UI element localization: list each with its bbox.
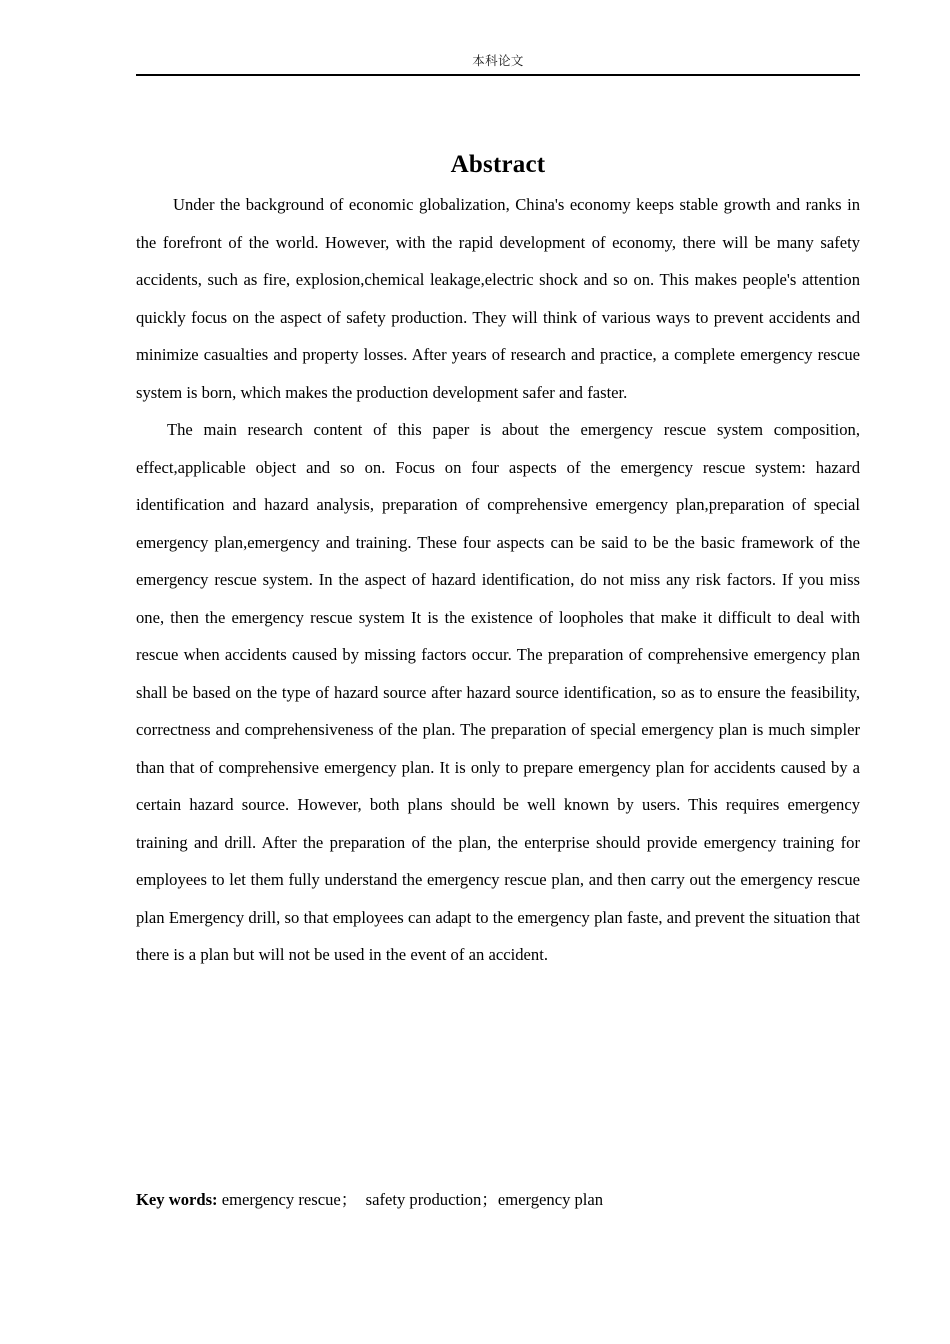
abstract-paragraph-2: The main research content of this paper is about the emergency rescue system composition, effect,applicable object and so on. Focus on four aspects of the emergency rescue system: hazard identification and hazard analysis, preparation of comprehensive emergency plan,preparation of special emergency plan,emergency and training. These four aspects can be said to be the basic framework of the emergency rescue system. In the aspect of hazard identification, do not miss any risk factors. If you miss one, then the emergency rescue system It is the existence of loopholes that make it difficult to deal with rescue when accidents caused by missing factors occur. The preparation of comprehensive emergency plan shall be based on the type of hazard source after hazard source identification, so as to ensure the feasibility, correctness and comprehensiveness of the plan. The preparation of special emergency plan is much simpler than that of comprehensive emergency plan. It is only to prepare emergency plan for accidents caused by a certain hazard source. However, both plans should be well known by users. This requires emergency training and drill. After the preparation of the plan, the enterprise should provide emergency training for employees to let them fully understand the emergency rescue plan, and then carry out the emergency rescue plan Emergency drill, so that employees can adapt to the emergency plan faste, and prevent the situation that there is a plan but will not be used in the event of an accident.	[136, 420, 860, 964]
header-divider-rule	[136, 74, 860, 76]
abstract-paragraph-1: Under the background of economic globalization, China's economy keeps stable growth and ranks in the forefront of the world. However, with the rapid development of economy, there will be many safety accidents, such as fire, explosion,chemical leakage,electric shock and so on. This makes people's attention quickly focus on the aspect of safety production. They will think of various ways to prevent accidents and minimize casualties and property losses. After years of research and practice, a complete emergency rescue system is born, which makes the production development safer and faster.	[136, 195, 860, 402]
page-header	[136, 52, 860, 76]
abstract-body	[136, 186, 860, 974]
running-header-title: 本科论文	[472, 53, 524, 68]
keywords-section	[136, 1185, 860, 1215]
page-title: Abstract	[450, 150, 546, 178]
keywords-label: Key words:	[136, 1190, 218, 1209]
keywords-values: emergency rescue； safety production；emergency plan	[217, 1190, 604, 1209]
keywords-line	[136, 1185, 860, 1215]
